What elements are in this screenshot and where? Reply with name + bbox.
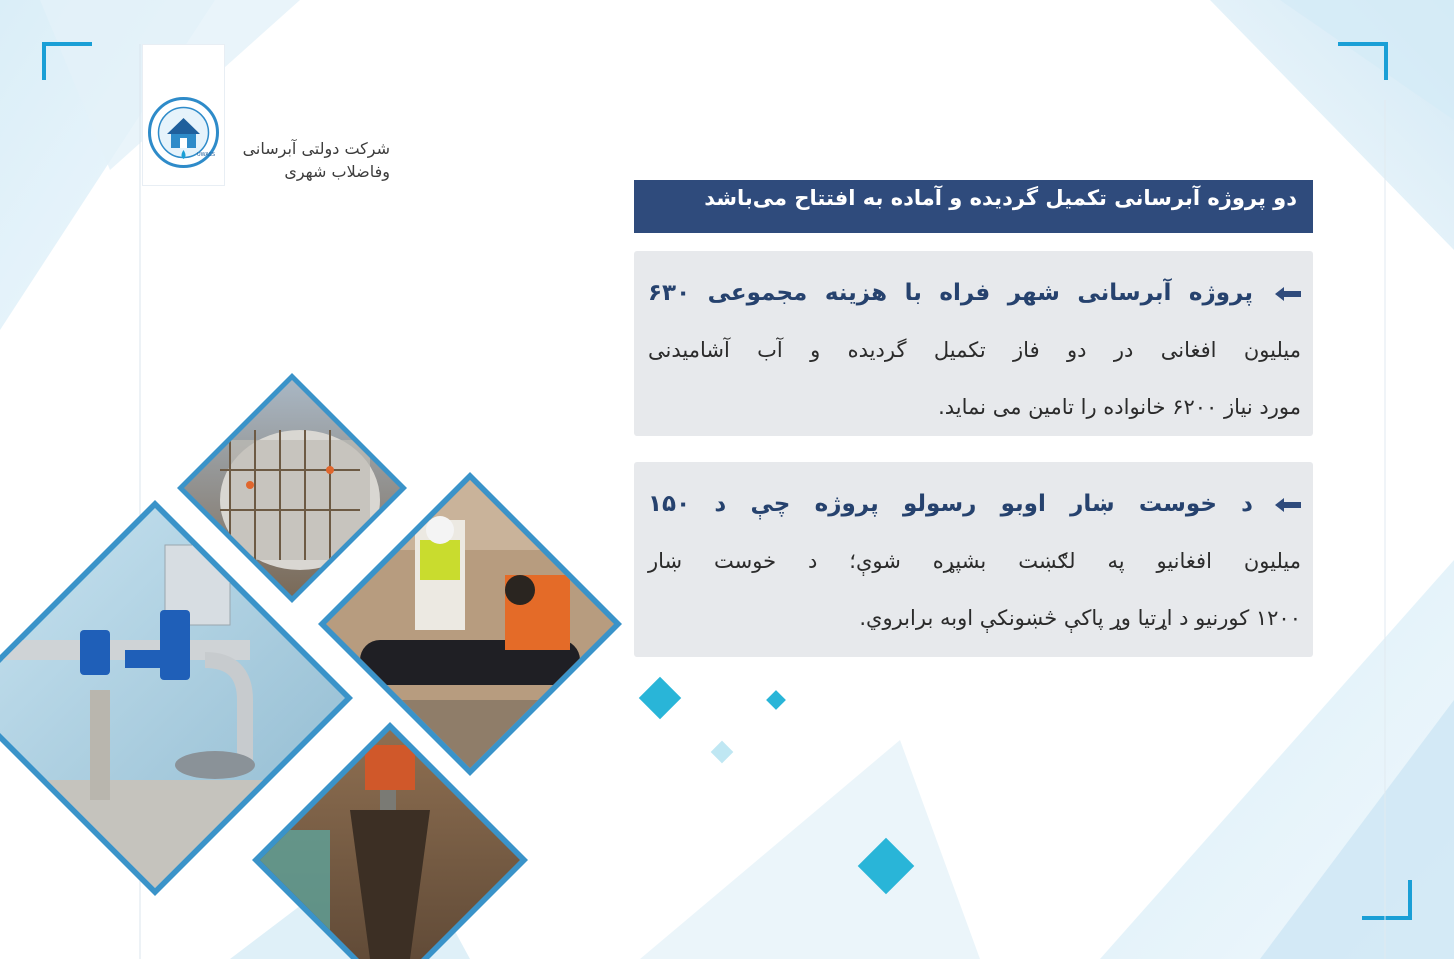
organization-name-line1: شرکت دولتی آبرسانی [242,139,390,158]
project-khost-line3: ۱۲۰۰ کورنیو د اړتیا وړ پاکې څښونکې اوبه برابروي. [859,606,1301,630]
arrow-left-icon [1275,287,1301,301]
organization-name-line2: وفاضلاب شهری [284,162,390,181]
project-farah-line1: پروژه آبرسانی شهر فراه با هزینه مجموعی ۶۳۰ [648,265,1301,322]
headline-text: دو پروژه آبرسانی تکمیل گردیده و آماده به افتتاح می‌باشد [704,186,1297,210]
logo-text: UWASS [197,152,216,158]
project-farah-line3: مورد نیاز ۶۲۰۰ خانواده را تامین می نماید. [938,395,1301,419]
project-khost-card [634,462,1313,657]
headline-banner [634,180,1313,233]
project-farah-card [634,251,1313,436]
project-khost-line2: میلیون افغانیو په لګښت بشپړه شوې؛ د خوست ښار [648,549,1301,573]
project-farah-line2: میلیون افغانی در دو فاز تکمیل گردیده و آب آشامیدنی [648,338,1301,362]
project-khost-line1: د خوست ښار اوبو رسولو پروژه چې د ۱۵۰ [648,476,1301,533]
arrow-left-icon [1275,498,1301,512]
